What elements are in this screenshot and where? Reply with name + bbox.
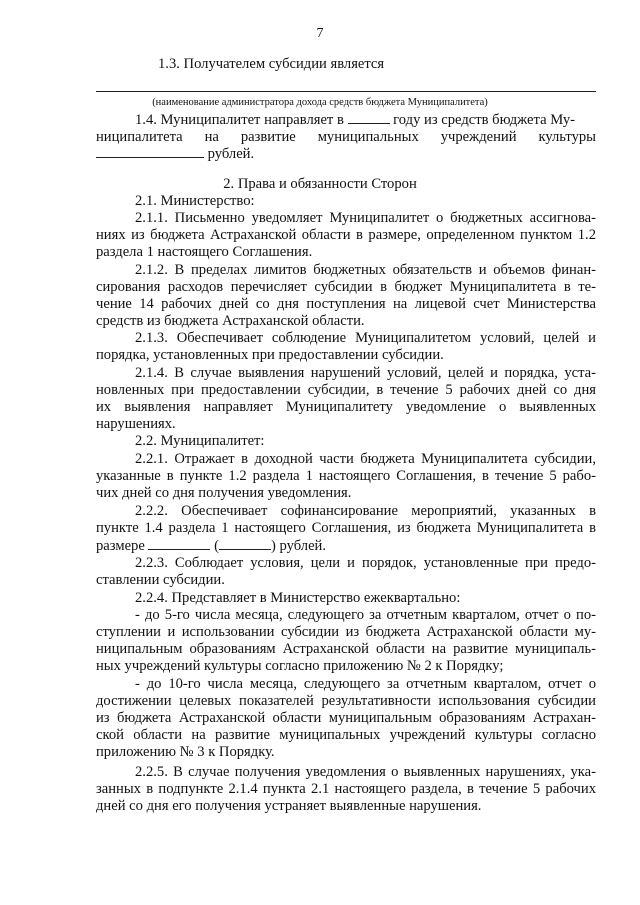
clause-2-2-2-l2: пункте 1.4 раздела 1 настоящего Соглашения, из бюджета Муниципалитета в bbox=[96, 520, 596, 536]
clause-2-1-1-l2: ниях из бюджета Астраханской области в размере, определенном пунктом 1.2 bbox=[96, 227, 596, 243]
clause-2-2-3-l1: 2.2.3. Соблюдает условия, цели и порядок, установленные при предо- bbox=[135, 555, 596, 571]
clause-2-2-5-l1: 2.2.5. В случае получения уведомления о выявленных нарушениях, ука- bbox=[135, 764, 596, 780]
clause-2-1-4-l4: нарушениях. bbox=[96, 416, 176, 432]
rubles-label: рублей. bbox=[207, 146, 255, 162]
clause-1-4-start bbox=[135, 111, 575, 129]
size-label: размере bbox=[96, 538, 145, 554]
clause-2-2-4-b-l2: достижении целевых показателей результативности использования субсидии bbox=[96, 693, 596, 709]
clause-2-1-2-l3: чение 14 рабочих дней со дня поступления на лицевой счет Министерства bbox=[96, 296, 596, 312]
clause-2-1-3-l2: порядка, установленных при предоставлении субсидии. bbox=[96, 347, 444, 363]
recipient-blank-line bbox=[96, 91, 596, 92]
clause-2-2-4-a-l2: ступлении и использовании субсидии из бюджета Астраханской области му- bbox=[96, 624, 596, 640]
clause-2-1-4-l2: новленных при предоставлении субсидии, в течение 5 рабочих дней со дня bbox=[96, 382, 596, 398]
clause-2-2-4-a-l3: ниципальным образованиям Астраханской области на развитие муниципаль- bbox=[96, 641, 596, 657]
clause-1-3: 1.3. Получателем субсидии является bbox=[158, 56, 385, 72]
clause-2-1-1-l1: 2.1.1. Письменно уведомляет Муниципалитет о бюджетных ассигнова- bbox=[135, 210, 596, 226]
clause-2-1-4-l1: 2.1.4. В случае выявления нарушений условий, целей и порядка, уста- bbox=[135, 365, 596, 381]
clause-2-2-4-b-l1: - до 10-го числа месяца, следующего за отчетным кварталом, отчет о bbox=[135, 676, 596, 692]
size-blank bbox=[148, 537, 210, 550]
clause-1-4-line3 bbox=[96, 145, 254, 163]
paren-open: ( bbox=[214, 538, 220, 554]
clause-2-2-1-l1: 2.2.1. Отражает в доходной части бюджета Муниципалитета субсидии, bbox=[135, 451, 596, 467]
clause-2-2-5-l2: занных в подпункте 2.1.4 пункта 2.1 настоящего раздела, в течение 5 рабочих bbox=[96, 781, 596, 797]
clause-2-1-3-l1: 2.1.3. Обеспечивает соблюдение Муниципалитетом условий, целей и bbox=[135, 330, 596, 346]
clause-2-2-4: 2.2.4. Представляет в Министерство ежеквартально: bbox=[135, 590, 461, 606]
clause-2-2-4-a-l1: - до 5-го числа месяца, следующего за отчетным кварталом, отчет о по- bbox=[135, 607, 596, 623]
clause-2-1-4-l3: их выявления направляет Муниципалитету уведомление о выявленных bbox=[96, 399, 596, 415]
clause-2-2-2-l3 bbox=[96, 537, 326, 555]
year-blank bbox=[348, 111, 390, 124]
clause-2-2-3-l2: ставлении субсидии. bbox=[96, 572, 225, 588]
size-words-blank bbox=[219, 537, 271, 550]
clause-2-2-2-l1: 2.2.2. Обеспечивает софинансирование мероприятий, указанных в bbox=[135, 503, 596, 519]
clause-2-1-2-l4: средств из бюджета Астраханской области. bbox=[96, 313, 365, 329]
clause-1-4-text-a: 1.4. Муниципалитет направляет в bbox=[135, 112, 344, 128]
clause-1-4-text-b: году из средств бюджета Му- bbox=[393, 112, 575, 128]
clause-2-2-1-l2: указанные в пункте 1.2 раздела 1 настоящего Соглашения, в течение 5 рабо- bbox=[96, 468, 596, 484]
clause-2-1-2-l2: сирования расходов перечисляет субсидии в бюджет Муниципалитета в те- bbox=[96, 279, 596, 295]
clause-2-1-1-l3: раздела 1 настоящего Соглашения. bbox=[96, 244, 313, 260]
clause-2-2-1-l3: чих дней со дня получения уведомления. bbox=[96, 485, 352, 501]
amount-blank bbox=[96, 145, 204, 158]
clause-2-2-5-l3: дней со дня его получения устраняет выявленные нарушения. bbox=[96, 798, 482, 814]
clause-2-2-4-b-l4: ской области на развитие муниципальных учреждений культуры согласно bbox=[96, 727, 596, 743]
clause-2-2-4-b-l3: из бюджета Астраханской области муниципальным образованиям Астрахан- bbox=[96, 710, 596, 726]
recipient-caption: (наименование администратора дохода средств бюджета Муниципалитета) bbox=[152, 97, 488, 108]
page-number: 7 bbox=[316, 26, 324, 41]
clause-2-2: 2.2. Муниципалитет: bbox=[135, 433, 265, 449]
clause-2-2-4-a-l4: ных учреждений культуры согласно приложению № 2 к Порядку; bbox=[96, 658, 504, 674]
clause-2-1-2-l1: 2.1.2. В пределах лимитов бюджетных обязательств и объемов финан- bbox=[135, 262, 596, 278]
section-2-heading: 2. Права и обязанности Сторон bbox=[223, 176, 417, 192]
clause-1-4-line2: ниципалитета на развитие муниципальных учреждений культуры bbox=[96, 129, 596, 145]
clause-2-2-4-b-l5: приложению № 3 к Порядку. bbox=[96, 744, 275, 760]
clause-2-1: 2.1. Министерство: bbox=[135, 193, 255, 209]
rubles-label-2: ) рублей. bbox=[271, 538, 327, 554]
